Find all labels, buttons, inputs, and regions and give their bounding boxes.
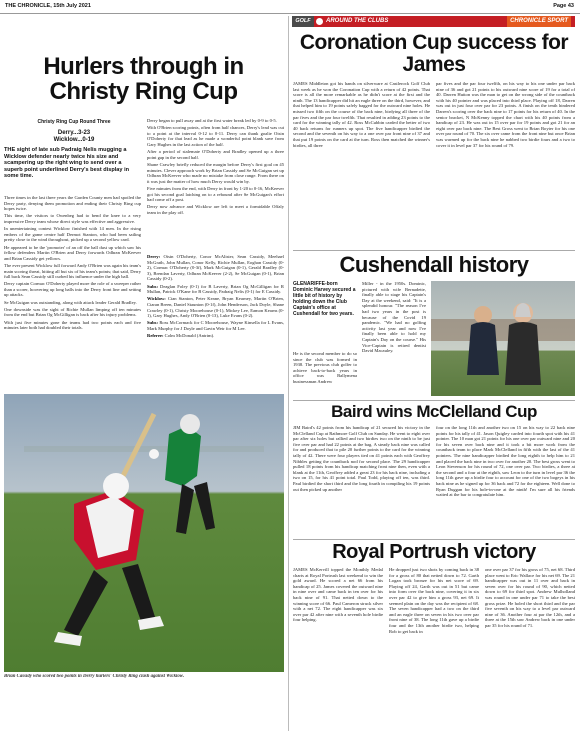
coronation-headline: Coronation Cup success for James (299, 31, 569, 76)
hurling-photo (4, 394, 284, 672)
baird-col1 (293, 425, 430, 537)
coronation-col2 (436, 81, 575, 249)
divider (293, 250, 575, 251)
photo-caption: Brian Cassidy who scored two points in Derry hurlers' Christy Ring clash against Wicklow. (4, 674, 185, 679)
paragraph: Se McGuigan was outstanding, along with attack leader Gerald Bradley. (4, 299, 137, 305)
paragraph: JIM Baird's 42 points from his handicap of 21 secured his victory in the McClelland Cup at Rathmore Golf Club on Sunday. He went to eight over par after six holes but rallied and two birdies two on the ninth to be just five over par and had 22 points at the bag. A steady back nine was called for and produced that to pile 20 further points to the card for the winning tally of 42. There were four players tied on 41 points each with Geoffrey Nibbles getting the countback nod for second place. The 29 handicapper pulled 18 points from his handicap matching front nine then, even with a blank at the 11th, Geoffrey added a great 23 for his back nine, including a two on 15, for his 41 point total. Paul Todd, playing off ten, was third. Paul birdied the short third and the long fourth in compiling his 19 points out then picked up another (293, 425, 430, 492)
team-line: Referee: Colm McDonald (Antrim). (147, 333, 215, 339)
paragraph: He is the second member to do so since the club was formed in 1938. The previous club golfer to achieve back-to-back years in office was Ballymena businessman Andrew (293, 351, 357, 384)
paragraph: Derry now advance and Wicklow are left to meet a formidable Offaly team in the play off. (147, 204, 284, 215)
paragraph: After a period of stalemate O'Doherty and Bradley opened up a three point gap in the second half. (147, 149, 284, 160)
paragraph: The ever present Wicklow full forward Andy O'Brien was again his team's main scoring threat, hitting all but six of his team's points; that said, Derry full back Sean Cassidy still curbed his influence under the high ball. (4, 262, 141, 280)
paragraph: Derry began to pull away and at the first water break led by 0-9 to 0-5. (147, 118, 277, 123)
baird-col2 (436, 425, 575, 537)
paragraph: With just five minutes gone the teams had two points each and five minutes later both had doubled their totals. (4, 319, 141, 331)
paragraph: He dropped just two shots by coming back in 38 for a gross of 80 that netted down to 72. Garth Logan took bronze for his net score of 69. Playing off 24, Garth was out in 51 but came into form over the back nine, covering it in six over par 42 to give him a gross 93, net 69. It seemed plain on the day was the recipient of 68. The seven handicapper had a two on the third and an eagle three on seven in his two over par front nine of 38. The long 11th gave up a birdie four and the 13th another birdie two, helping Rob to get back in (389, 567, 479, 634)
portrush-col1 (293, 567, 383, 732)
team-lineups (147, 254, 284, 379)
hurlers-lead: THE sight of late sub Padraig Nelis mugging a Wicklow defender nearly twice his size and scampering up the right wing to send over a superb point underlined Derry's best display in some time. (4, 147, 130, 180)
chronicle-sport: CHRONICLE SPORT (507, 16, 571, 27)
cushendall-col1 (293, 351, 357, 399)
team-line: Subs: Deaglan Foley (0-1) for B Laverty, Brian Og McGilligan for R Mullan, Patrick O'Kane for B Cassidy, Padraig Nelis (0-1) for E Cassidy. (147, 283, 284, 295)
couple-illustration (431, 281, 575, 396)
hurlers-article (0, 14, 287, 737)
score-wicklow: Wicklow...0-19 (53, 137, 95, 143)
paragraph: Shane Crawley briefly reduced the margin before Derry's first goal on 45 minutes. Clever approach work by Brian Cassidy and Se McGuigan set up Odhran McKeever who made no mistake from close range. From there on it was just the matter of how much Derry would win by. (147, 161, 284, 184)
paragraph: Five minutes from the end, with Derry in front by 1-20 to 0-16, McKeever got his second goal latching on to a rebound after Se McGuigan's effort had come off a post. (147, 185, 284, 203)
paragraph: Three times in the last three years the Garden County men had spoiled the Derry party, denying them promotion and ending their Christy Ring cup hopes twice. (4, 195, 141, 212)
portrush-headline: Royal Portrush victory (332, 541, 536, 563)
divider (293, 400, 575, 401)
divider (293, 539, 575, 540)
paragraph: Miller - in the 1950s. Dominic, pictured with wife Bernadette, finally able to stage his Captain's Day at the weekend, said: "It is a splendid honour. "The reason I've had two years in the post is because of the Covid 19 pandemic. "We had no golfing activity last year and now I've finally been able to hold my Captain's Day on the course." His Vice-Captain is retired dentist David Macauley. (362, 281, 426, 354)
match-label: Christy Ring Cup Round Three (37, 119, 111, 125)
hurlers-col2 (147, 118, 284, 250)
team-line: Derry: Oisin O'Doherty, Conor McAlister, Sean Cassidy, Meehael McGrath, John Mullan, Conor Kelly, Richie Mullan, Eoghan Cassidy (0-2), Cormac O'Doherty (0-3f), Mark McGuigan (0-1), Gerald Bradley (0-3), Brendan Laverty, Odhran McKeever (2-2), Se McGuigan (0-1), Brian Cassidy (0-2). (147, 254, 284, 282)
section-bar (292, 16, 575, 27)
paragraph: four on the long 11th and another two on 15 on his way to 22 back nine points for his tally of 41. Jason Quigley carded into fourth spot with his 41 pointer. The 10 man got 21 points for his one over par outward nine and 20 for his seven over back nine and it took a bit more work from the countback team to place Mark McClelland in fifth with the last of the 41 pointers. The nine handicapper birdied the long eighth to help him to 21 and placed the back nine in two over for another 20. The best gross went to Leon Stevenson for his round of 72, one over par. Two birdies, a three at the second and a four at the eighth, saw Leon to the turn in level par 36 the long 11th gave up a birdie four to account for one of the two bogeys in his back nine as he signed up for 36 back and 72 for the eighteen. Well done to Ryan Duggan for his hole-in-one at the ninth! I'm sure all his friends waited at the bar to congratulate him. (436, 425, 575, 498)
paragraph: He appeared to be the 'promoter' of an off the ball dust up which saw his fellow defenders Martin O'Brien and Derry forwards Odhran McKeever and Brian Cassidy get yellows. (4, 244, 141, 261)
team-line: Subs: Ross McCormack for C Moorehouse, Wayne Kinsella for L Evans, Mark Murphy for J Doyle and Gavin Weir for M Lee. (147, 320, 284, 331)
cushendall-headline: Cushendall history (339, 252, 529, 277)
golf-tag: GOLF (292, 16, 314, 27)
portrush-col3 (485, 567, 575, 732)
paragraph: JAMES Middleton got his hands on silverware at Castlerock Golf Club last week as he won the Coronation Cup with a return of 42 points. That score is all the more remarkable as he didn't score at the first and the ninth. The 13 handicapper did hit an eagle three on the third, however, and that helped him to 19 points safely bagged for the outward nine holes. He missed two fifth on the course of the back nine, birdying all three of the par fives and the par four twelfth. That resulted in adding 23 points to the card for the winning tally of 42. Ross McCubbin carded the better of two 40 back returns for runners up spot. The five handicapper birdied the second and the seventh on his way to a one over par front nine of 37 and that put 19 points on the card at the turn. Ross then matched the winner's birdies, all three (293, 81, 430, 148)
team-line: Wicklow: Cian Stanton, Peter Keane, Bryan Kearney, Martin O'Brien, Ciaran Breen, Daniel Staunton (0-1f), John Henderson, Jack Doyle, Shane Crawley (0-1), Christy Moorehouse (0-1), Mickey Lee, Eamon Kearns (0-1), Gary Hughes, Andy O'Brien (0-13), Luke Evans (0-2). (147, 296, 284, 319)
captain-photo (431, 281, 575, 396)
publication-date: THE CHRONICLE, 15th July 2021 (5, 3, 91, 9)
baird-headline: Baird wins McClelland Cup (331, 402, 537, 421)
coronation-col1 (293, 81, 430, 249)
hurling-players-illustration (4, 394, 284, 672)
paragraph: JAMES McKervill topped the Monthly Medal charts at Royal Portrush last weekend to win the gold award. He scored a net 66 from his handicap of 25. James covered the outward nine in nine over and came back in ten over for his back nine of 91. That netted down to the winning score of 66. Paul Cameron struck silver with a net 72. The eight handicapper was six over par 42 after nine with a seventh hole birdie four helping. (293, 567, 383, 623)
golf-ball-icon (316, 18, 323, 25)
paragraph: One downside was the sight of Richie Mullan limping off ten minutes from the end but Brian Og McGilligan is back after his injury problems. (4, 306, 141, 318)
cushendall-col2 (362, 281, 426, 399)
hurlers-col1 (4, 195, 141, 385)
paragraph: This time, the visitors to Owenbeg had to bend the knee to a very impressive Derry team whose direct style was effective and aggressive. (4, 213, 141, 224)
paragraph: Derry captain Cormac O'Doherty played more the role of a sweeper rather than a scorer, hoovering up long balls into the Derry front line and setting up attacks. (4, 281, 141, 298)
paragraph: With O'Brien scoring points, often from half chances, Derry's lead was cut to a point at the interval 0-12 to 0-11. Derry can thank goalie Oisin O'Doherty for that lead as he made a wonderful point blank save from Gary Hughes in the last action of the half. (147, 125, 284, 147)
score-derry: Derry...3-23 (57, 130, 91, 136)
paragraph: In unentertaining contest Wicklow finished with 14 men. In the rising embers of the game centre half Dermot Stanton, who had been sailing pretty close to the wind throughout, picked up a second yellow card. (4, 226, 141, 243)
page-number: Page 43 (553, 3, 574, 9)
hurlers-headline: Hurlers through in Christy Ring Cup (43, 53, 244, 105)
paragraph: one over par 37 for his gross of 75, net 68. Third place went to Eric Wallace for his net 69. The 21 handicapper was out in 11 over and back in seven over for his round of 90, which netted down to 69 for third spot. Andrew Mulholland was round in one under par 71 to take the best gross prize. He holed the short third and the par five seventh on his way to a level par outward nine of 36. Another four at par the 12th, and a three at the 15th saw Andrew back in one under par 35 for his round of 71. (485, 567, 575, 628)
paragraph: par fives and the par four twelfth, on his way to his one under par back nine of 36 and got 21 points to his outward nine score of 19 for a total of 40. Darren Hutton was the man to get on the wrong side of the countback with his 40 pointer and was placed into third place. Playing off 18, Darren was out in just four over par for 23 points. A finish on the tenth hindered Darren's scoring over the back nine to 17 points for his return of 40. In the senior bracket, N McKenny topped the chart with his 40 points from a handicap of 23. He was out in 15 over par for 19 points and got 21 for an eight over par back nine. The Best Gross went to Brian Boyter for his one over par round of 70. The six over came from the front nine but once Brian was warmed up for the back nine he nabbed two birdie fours and a two to cover it in level par 37 for his round of 79. (436, 81, 575, 148)
page-header (0, 0, 580, 14)
vertical-divider (288, 16, 289, 731)
around-the-clubs: AROUND THE CLUBS (326, 18, 389, 24)
portrush-col2 (389, 567, 479, 732)
cushendall-lead: GLENARIFFE-born Dominic Harvey secured a little bit of history by holding down the Club Captain's office at Cushendall for two years. (293, 281, 356, 317)
